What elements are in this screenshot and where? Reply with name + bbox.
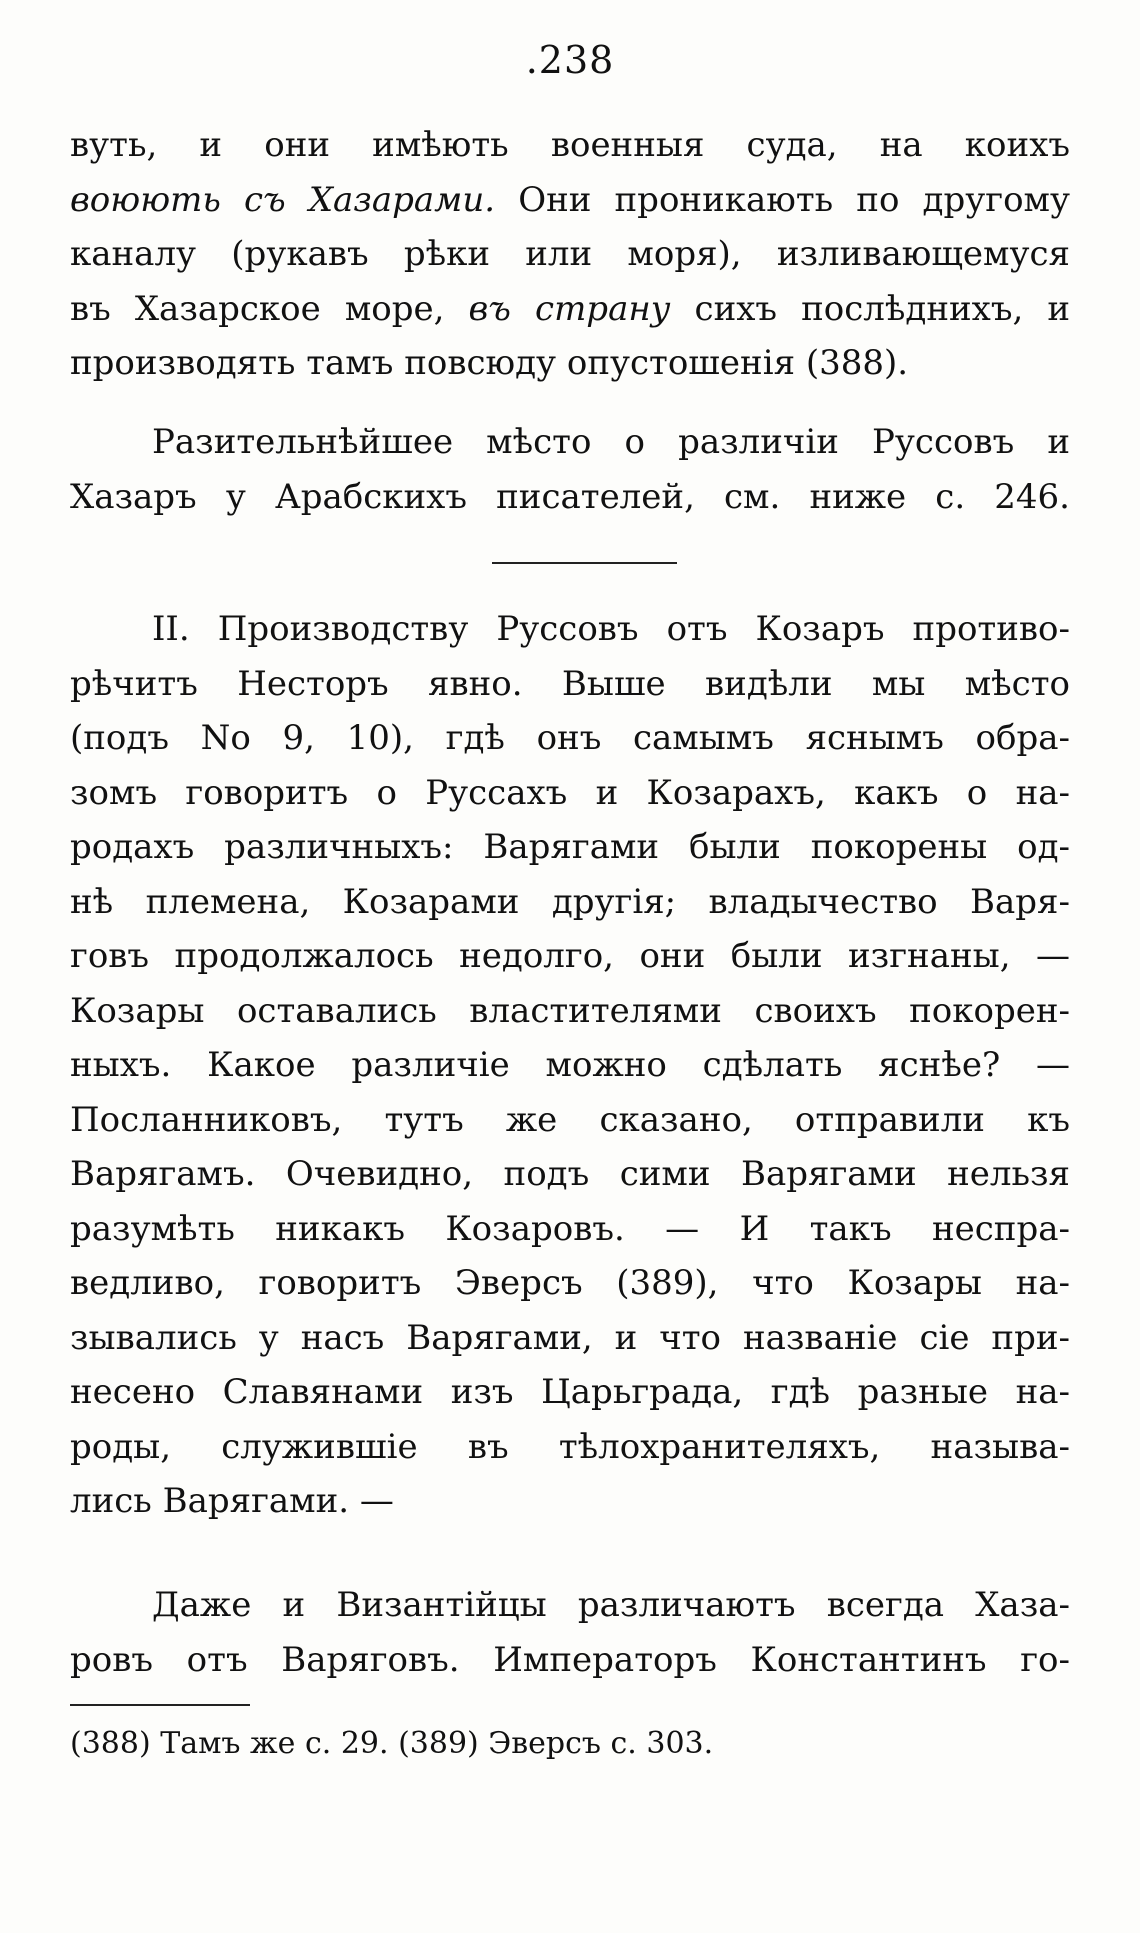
page-number: .238 <box>525 38 615 82</box>
text-line: рѣчитъ Несторъ явно. Выше видѣли мы мѣсто <box>70 663 1070 704</box>
text-line: II. Производству Руссовъ отъ Козаръ противо- <box>152 609 1070 649</box>
text-line: Посланниковъ, тутъ же сказано, отправили къ <box>70 1099 1070 1140</box>
text-line: нѣ племена, Козарами другія; владычество Варя- <box>70 881 1070 922</box>
section-separator <box>492 562 677 564</box>
text-line: роды, служившіе въ тѣлохранителяхъ, называ- <box>70 1426 1070 1467</box>
text-line: говъ продолжалось недолго, они были изгнаны, — <box>70 936 1070 976</box>
text-line <box>70 282 1070 337</box>
italic-text: воюють съ Хазарами. <box>70 179 496 220</box>
italic-text: въ страну <box>468 288 671 329</box>
text-line: родахъ различныхъ: Варягами были покорены од- <box>70 827 1070 867</box>
text-line: Даже и Византійцы различаютъ всегда Хаза- <box>152 1585 1070 1625</box>
text-line: лись Варягами. — <box>70 1481 394 1521</box>
text-span: сихъ послѣднихъ, и <box>670 288 1070 329</box>
text-line: разумѣть никакъ Козаровъ. — И такъ неспра- <box>70 1208 1070 1249</box>
text-line: каналу (рукавъ рѣки или моря), изливающемуся <box>70 234 1070 274</box>
text-line: Разительнѣйшее мѣсто о различіи Руссовъ и <box>152 422 1070 462</box>
paragraph-2 <box>70 415 1070 524</box>
paragraph-3 <box>70 602 1070 1529</box>
text-line <box>70 173 1070 228</box>
text-line: производять тамъ повсюду опустошенія (388). <box>70 343 909 383</box>
text-line: Козары оставались властителями своихъ покорен- <box>70 990 1070 1031</box>
footnote-separator <box>70 1704 250 1706</box>
text-line: вуть, и они имѣють военныя суда, на коихъ <box>70 125 1070 165</box>
text-line: ведливо, говоритъ Эверсъ (389), что Козары на- <box>70 1263 1070 1303</box>
text-line: ровъ отъ Варяговъ. Императоръ Константинъ го- <box>70 1639 1070 1680</box>
text-span: Они проникають по другому <box>495 179 1070 220</box>
text-line: ныхъ. Какое различіе можно сдѣлать яснѣе? — <box>70 1045 1070 1085</box>
text-line: несено Славянами изъ Царьграда, гдѣ разные на- <box>70 1372 1070 1412</box>
text-line: Варягамъ. Очевидно, подъ сими Варягами нельзя <box>70 1154 1070 1194</box>
text-line: зомъ говоритъ о Руссахъ и Козарахъ, какъ о на- <box>70 772 1070 813</box>
text-line: зывались у насъ Варягами, и что названіе сіе при- <box>70 1317 1070 1358</box>
paragraph-4 <box>70 1578 1070 1687</box>
text-span: въ Хазарское море, <box>70 288 469 329</box>
paragraph-1 <box>70 118 1070 391</box>
text-line: Хазаръ у Арабскихъ писателей, см. ниже с. 246. <box>70 476 1070 517</box>
text-line: (подъ No 9, 10), гдѣ онъ самымъ яснымъ обра- <box>70 718 1070 758</box>
footnote: (388) Тамъ же с. 29. (389) Эверсъ с. 303. <box>70 1726 714 1761</box>
